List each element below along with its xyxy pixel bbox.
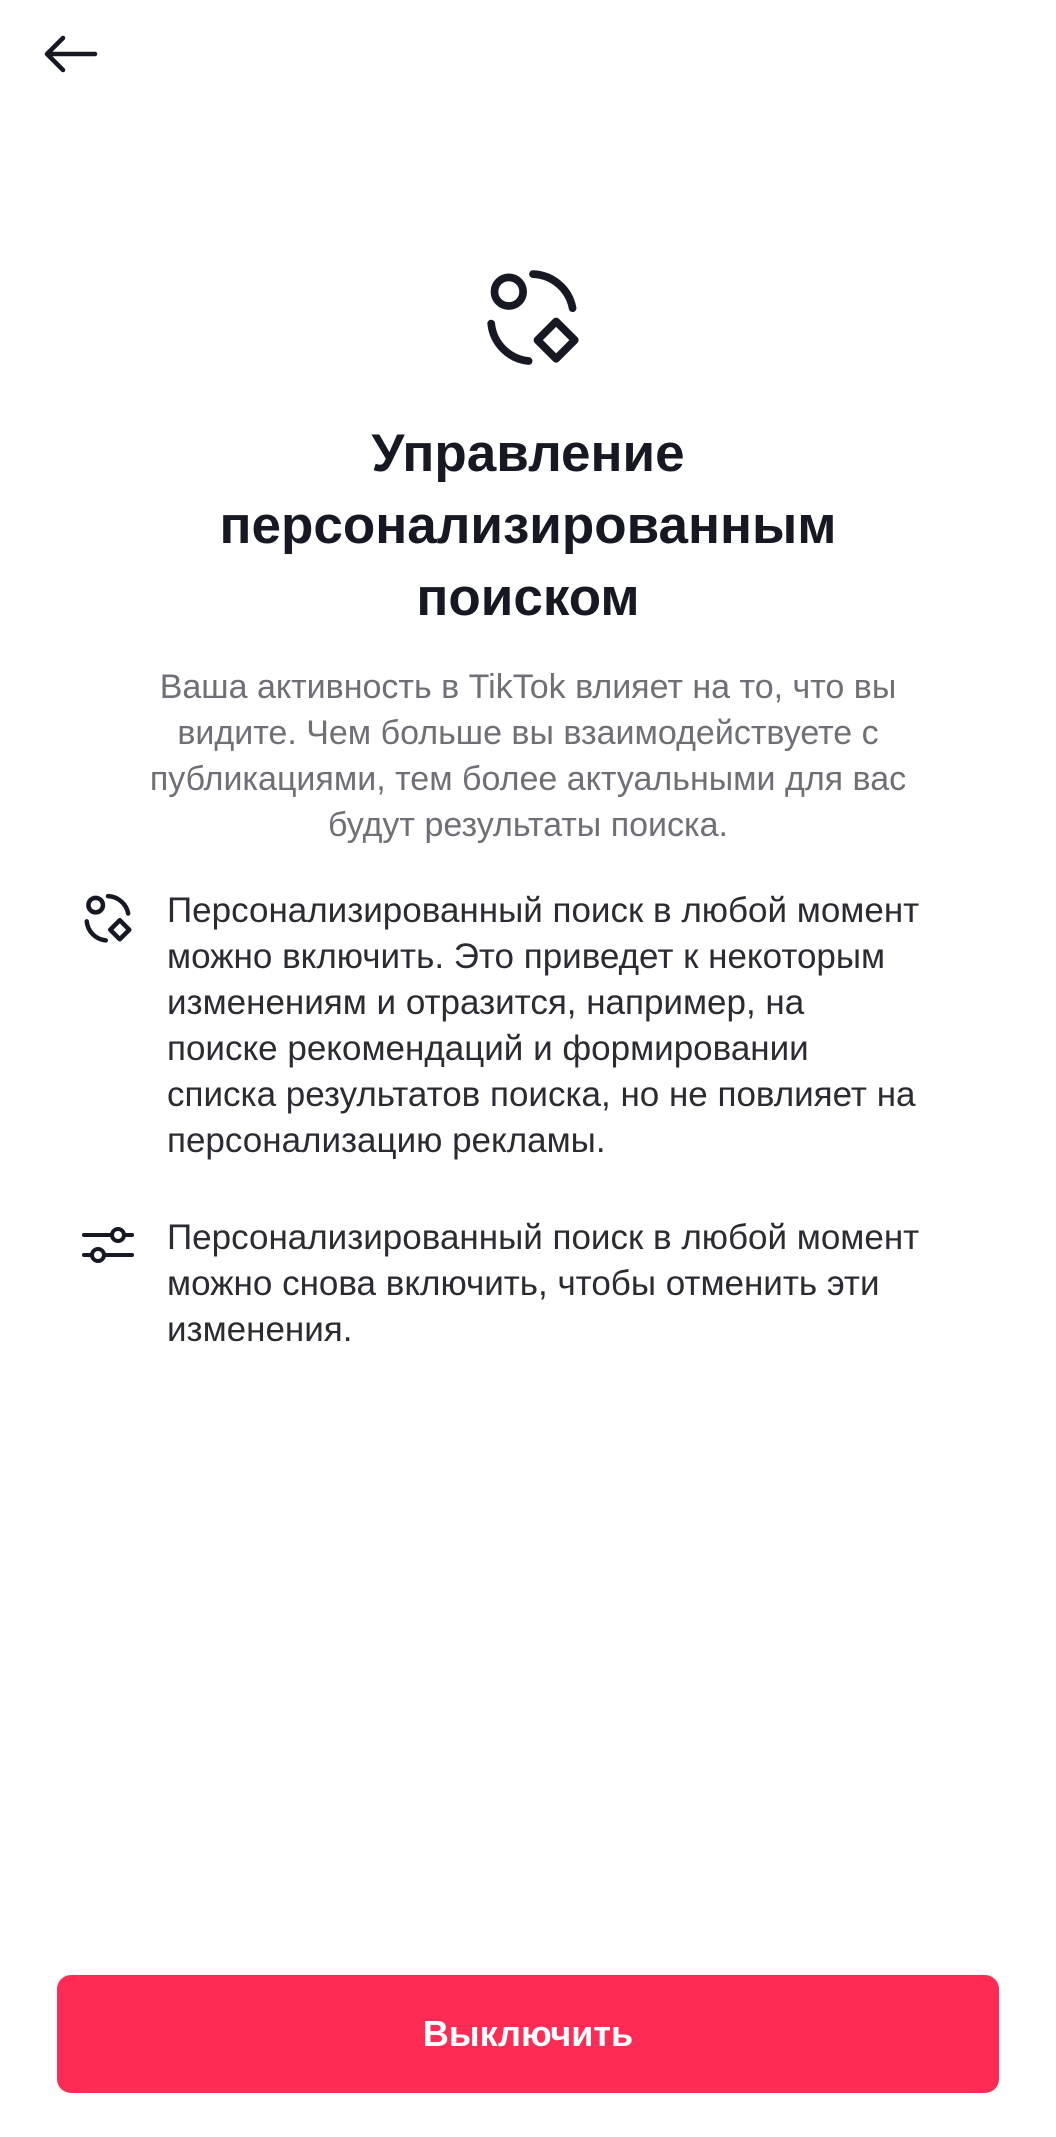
sliders-icon: [80, 1217, 136, 1273]
personalization-swap-icon: [478, 262, 588, 372]
page-description: Ваша активность в TikTok влияет на то, что вы видите. Чем больше вы взаимодействуете с публикациями, тем более актуальными для вас будут результаты поиска.: [149, 668, 907, 844]
personalization-swap-icon: [80, 890, 136, 946]
back-button[interactable]: [30, 14, 110, 94]
turn-off-button[interactable]: Выключить: [57, 1975, 999, 2093]
page-title: Управление персонализированным поиском: [219, 424, 837, 627]
info-item-text: Персонализированный поиск в любой момент можно включить. Это приведет к некоторым изменениям и отразится, например, на поиске рекомендаций и формировании списка результатов поиска, но не повлияет на персонализацию рекламы.: [167, 891, 920, 1160]
info-item-text: Персонализированный поиск в любой момент можно снова включить, чтобы отменить эти изменения.: [167, 1218, 920, 1349]
arrow-left-icon: [41, 34, 99, 74]
